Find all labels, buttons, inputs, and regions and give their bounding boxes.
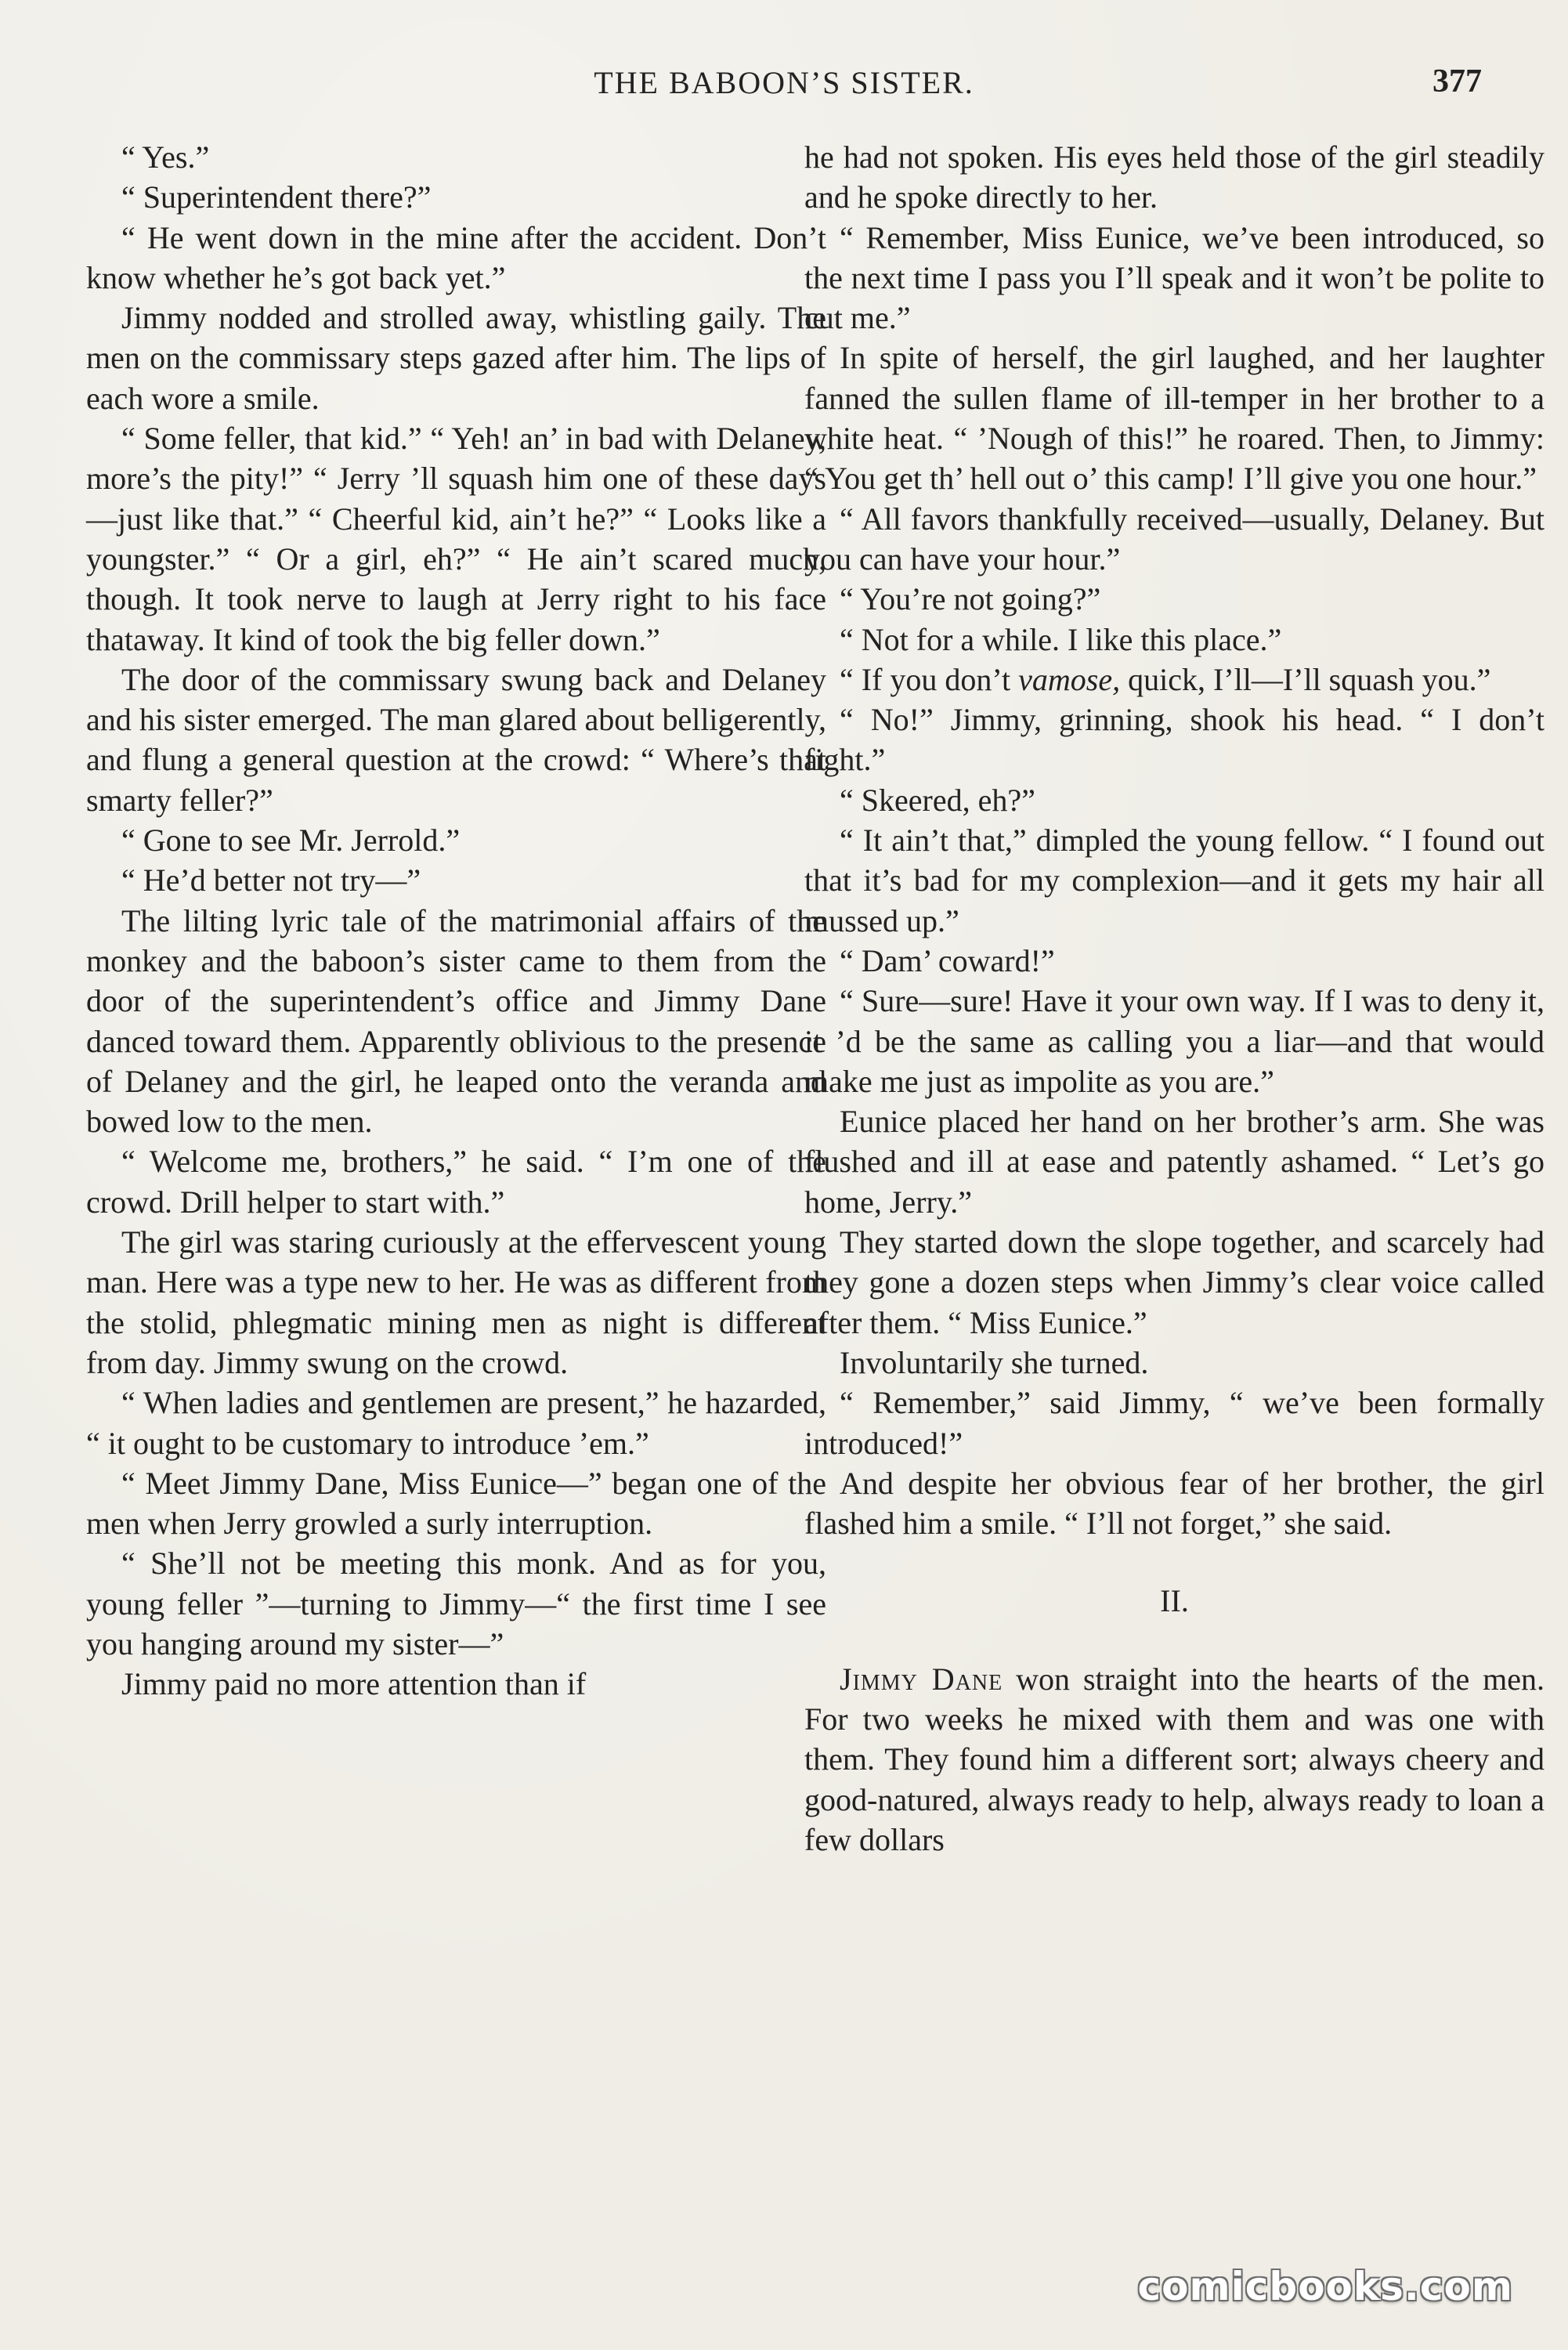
paragraph: “ Superintendent there?” (121, 179, 432, 215)
page-number: 377 (1433, 63, 1482, 99)
paragraph: “ Sure—sure! Have it your own way. If I was to deny it, it ’d be the same as calling you a liar—and that would make me just as impolite as you are.” (804, 983, 1545, 1099)
paragraph: “ Skeered, eh?” (840, 782, 1035, 818)
smallcaps-lead: Jimmy Dane (840, 1661, 1003, 1697)
paragraph: “ No!” Jimmy, grinning, shook his head. “ I don’t fight.” (804, 702, 1545, 778)
paragraph: “ Yes.” (121, 139, 210, 175)
paragraph: “ Remember,” said Jimmy, “ we’ve been formally introduced!” (804, 1385, 1545, 1461)
paragraph: “ She’ll not be meeting this monk. And as for you, young feller ”—turning to Jimmy—“ the first time I see you hanging around my sister—” (86, 1546, 826, 1661)
paragraph: “ Dam’ coward!” (840, 942, 1055, 978)
paragraph: “ It ain’t that,” dimpled the young fellow. “ I found out that it’s bad for my complexion—and it gets my hair all mussed up.” (804, 822, 1545, 938)
paragraph: “ He went down in the mine after the accident. Don’t know whether he’s got back yet.” (86, 219, 826, 295)
italic-word: vamose, (1018, 661, 1121, 697)
paragraph: And despite her obvious fear of her brother, the girl flashed him a smile. “ I’ll not forget,” she said. (804, 1465, 1545, 1542)
paragraph-vamose (804, 660, 1545, 700)
running-title: THE BABOON’S SISTER. (594, 65, 974, 100)
paragraph: “ All favors thankfully received—usually, Delaney. But you can have your hour.” (804, 501, 1545, 577)
watermark-logo: comicbooks.com (1137, 2264, 1513, 2309)
section-heading: II. (1160, 1583, 1189, 1619)
paragraph: Jimmy nodded and strolled away, whistling gaily. The men on the commissary steps gazed after him. The lips of each wore a smile. (86, 300, 826, 416)
paragraph: “ Welcome me, brothers,” he said. “ I’m one of the crowd. Drill helper to start with.” (86, 1144, 826, 1220)
text-run: quick, I’ll—I’ll squash you.” (1120, 661, 1491, 697)
paragraph: “ Not for a while. I like this place.” (840, 621, 1282, 657)
running-head (0, 64, 1568, 111)
paragraph: Involuntarily she turned. (840, 1344, 1149, 1380)
right-column (804, 137, 1545, 1860)
paragraph: The lilting lyric tale of the matrimonial affairs of the monkey and the baboon’s sister came to them from the door of the superintendent’s office and Jimmy Dane danced toward them. Apparently oblivious to the presence of Delaney and the girl, he leaped onto the veranda and bowed low to the men. (86, 902, 826, 1140)
paragraph: In spite of herself, the girl laughed, and her laughter fanned the sullen flame of ill-temper in her brother to a white heat. “ ’Nough of this!” he roared. Then, to Jimmy: “ You get th’ hell out o’ this camp! I’ll give you one hour.” (804, 340, 1545, 497)
paragraph: Eunice placed her hand on her brother’s arm. She was flushed and ill at ease and patently ashamed. “ Let’s go home, Jerry.” (804, 1104, 1545, 1220)
paragraph: “ Meet Jimmy Dane, Miss Eunice—” began one of the men when Jerry growled a surly interruption. (86, 1465, 826, 1542)
text-run: “ If you don’t (840, 661, 1019, 697)
paragraph: The girl was staring curiously at the effervescent young man. Here was a type new to her. He was as different from the stolid, phlegmatic mining men as night is different from day. Jimmy swung on the crowd. (86, 1224, 826, 1380)
paragraph: “ He’d better not try—” (121, 862, 421, 898)
paragraph: “ Some feller, that kid.” “ Yeh! an’ in bad with Delaney, more’s the pity!” “ Jerry ’ll squash him one of these days—just like that.” “ Cheerful kid, ain’t he?” “ Looks like a youngster.” “ Or a girl, eh?” “ He ain’t scared much, though. It took nerve to laugh at Jerry right to his face thataway. It kind of took the big feller down.” (86, 421, 826, 657)
paragraph: They started down the slope together, and scarcely had they gone a dozen steps when Jimmy’s clear voice called after them. “ Miss Eunice.” (804, 1224, 1545, 1340)
paragraph: “ When ladies and gentlemen are present,” he hazarded, “ it ought to be customary to introduce ’em.” (86, 1385, 826, 1461)
text-run: won straight into the hearts of the men. For two weeks he mixed with them and was one with them. They found him a different sort; always cheery and good-natured, always ready to help, always ready to loan a few dollars (804, 1661, 1545, 1857)
left-column (86, 137, 826, 1705)
paragraph-continued: he had not spoken. His eyes held those of the girl steadily and he spoke directly to her. (804, 139, 1545, 215)
paragraph-section-two (804, 1659, 1545, 1860)
paragraph: “ Gone to see Mr. Jerrold.” (121, 822, 461, 859)
paragraph: Jimmy paid no more attention than if (121, 1666, 587, 1702)
paragraph: “ You’re not going?” (840, 581, 1101, 617)
paragraph: “ Remember, Miss Eunice, we’ve been introduced, so the next time I pass you I’ll speak and it won’t be polite to cut me.” (804, 219, 1545, 336)
paragraph: The door of the commissary swung back and Delaney and his sister emerged. The man glared about belligerently, and flung a general question at the crowd: “ Where’s that smarty feller?” (86, 661, 826, 818)
